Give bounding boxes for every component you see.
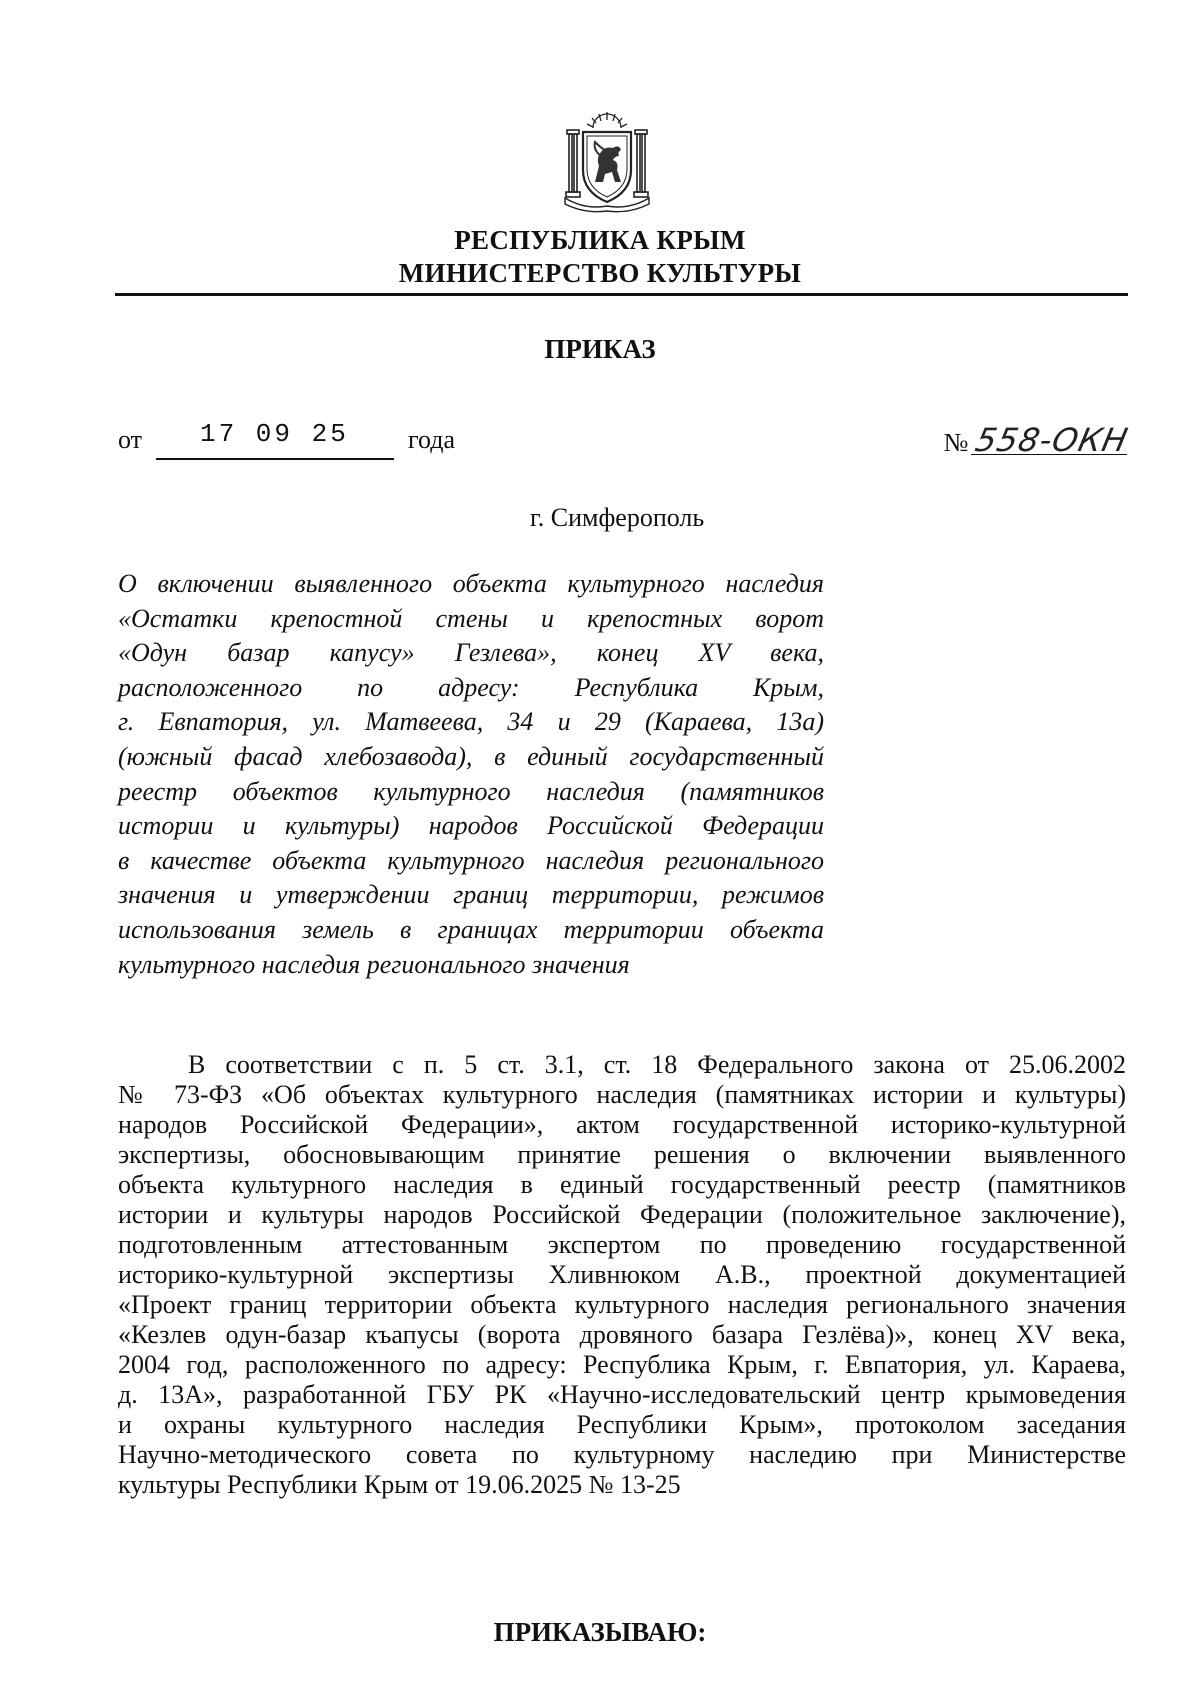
date-stamp-value: 17 09 25 xyxy=(200,419,349,449)
header-divider xyxy=(115,293,1128,296)
subject-line: реестр объектов культурного наследия (памятников xyxy=(118,776,824,806)
body-line: народов Российской Федерации», актом государственной историко-культурной xyxy=(118,1110,1126,1139)
subject-line: (южный фасад хлебозавода), в единый государственный xyxy=(118,741,824,771)
body-line: д. 13А», разработанной ГБУ РК «Научно-исследовательский центр крымоведения xyxy=(118,1380,1126,1409)
subject-line: в качестве объекта культурного наследия регионального xyxy=(118,845,824,875)
body-line: и охраны культурного наследия Республики Крым», протоколом заседания xyxy=(118,1410,1126,1439)
date-prefix: от xyxy=(118,425,143,454)
document-number xyxy=(943,421,1133,459)
body-line: «Кезлев одун-базар къапусы (ворота дровяного базара Гезлёва)», конец XV века, xyxy=(118,1320,1126,1349)
body-line: Научно-методического совета по культурному наследию при Министерстве xyxy=(118,1440,1126,1469)
subject-line: расположенного по адресу: Республика Крым, xyxy=(118,672,824,702)
preamble-paragraph xyxy=(118,1050,1126,1500)
date-suffix: года xyxy=(408,425,456,454)
city-line: г. Симферополь xyxy=(530,503,705,532)
subject-line: культурного наследия регионального значения xyxy=(118,949,630,979)
body-line: В соответствии с п. 5 ст. 3.1, ст. 18 Федерального закона от 25.06.2002 xyxy=(188,1050,1126,1079)
body-line: историко-культурной экспертизы Хливнюком А.В., проектной документацией xyxy=(118,1260,1126,1289)
body-line: культуры Республики Крым от 19.06.2025 № 13-25 xyxy=(118,1470,681,1499)
body-line: истории и культуры народов Российской Федерации (положительное заключение), xyxy=(118,1200,1126,1229)
document-subject xyxy=(118,567,824,982)
subject-line: О включении выявленного объекта культурного наследия xyxy=(118,569,824,598)
subject-line: значения и утверждении границ территории, режимов xyxy=(118,880,824,910)
date-underline xyxy=(156,458,394,460)
subject-line: использования земель в границах территории объекта xyxy=(118,914,824,944)
handwritten-number-value: 558-ОКН xyxy=(972,421,1133,459)
organization-republic: РЕСПУБЛИКА КРЫМ xyxy=(454,225,746,255)
order-heading: ПРИКАЗЫВАЮ: xyxy=(493,1617,707,1647)
document-type-title: ПРИКАЗ xyxy=(544,334,656,364)
body-line: «Проект границ территории объекта культурного наследия регионального значения xyxy=(118,1290,1126,1319)
subject-line: г. Евпатория, ул. Матвеева, 34 и 29 (Караева, 13а) xyxy=(118,707,824,737)
number-sign: № xyxy=(943,428,969,457)
crimea-coat-of-arms-icon xyxy=(563,108,651,214)
organization-ministry: МИНИСТЕРСТВО КУЛЬТУРЫ xyxy=(398,258,802,288)
subject-line: «Остатки крепостной стены и крепостных ворот xyxy=(118,603,824,633)
body-line: объекта культурного наследия в единый государственный реестр (памятников xyxy=(118,1170,1126,1199)
body-line: 2004 год, расположенного по адресу: Республика Крым, г. Евпатория, ул. Караева, xyxy=(118,1350,1126,1379)
subject-line: «Одун базар капусу» Гезлева», конец XV века, xyxy=(118,638,824,668)
subject-line: истории и культуры) народов Российской Федерации xyxy=(118,811,824,841)
body-line: подготовленным аттестованным экспертом по проведению государственной xyxy=(118,1230,1126,1259)
body-line: экспертизы, обосновывающим принятие решения о включении выявленного xyxy=(118,1140,1126,1169)
body-line: № 73-ФЗ «Об объектах культурного наследия (памятниках истории и культуры) xyxy=(118,1080,1126,1109)
